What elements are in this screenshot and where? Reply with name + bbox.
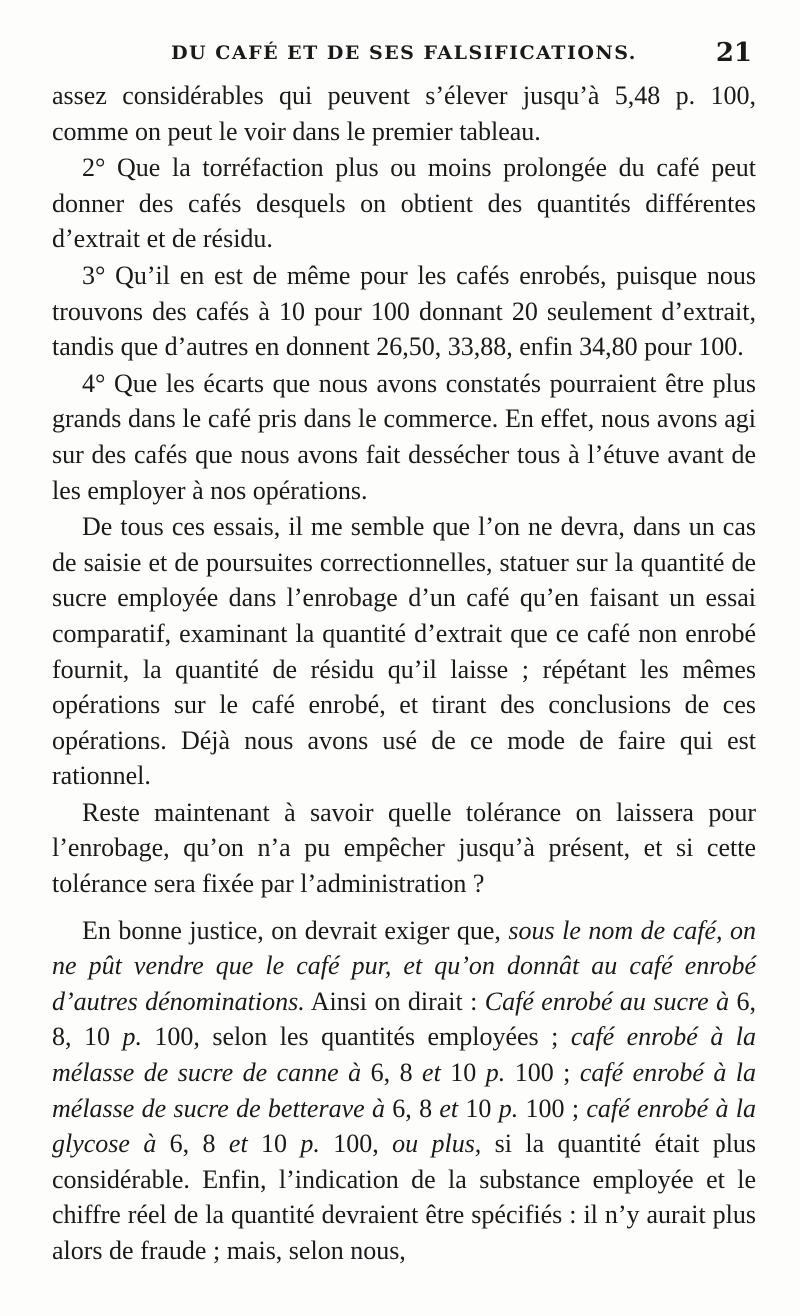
text-run: 100,: [319, 1129, 393, 1159]
text-run: 100 ;: [518, 1093, 587, 1123]
text-run: 100, selon les quantités employées ;: [141, 1022, 571, 1052]
text-run: 10: [458, 1093, 499, 1123]
text-run: 10: [247, 1129, 301, 1159]
text-run: De tous ces essais, il me semble que l’on ne devra, dans un cas de saisie et de poursuites correctionnelles, statuer sur la quantité de sucre employée dans l’enrobage d’un café qu’en faisant un essai comparatif, examinant la quantité d’extrait que ce café non enrobé fournit, la quantité de résidu qu’il laisse ; répétant les mêmes opérations sur le café enrobé, et tirant des conclusions de ces opérations. Déjà nous avons usé de ce mode de faire qui est rationnel.: [52, 512, 756, 791]
italic-text-run: Café enrobé au sucre à: [484, 986, 730, 1016]
paragraph-5: [52, 509, 756, 794]
paragraph-1: [52, 78, 756, 149]
italic-text-run: et: [228, 1129, 248, 1159]
text-run: 100 ;: [505, 1058, 580, 1088]
text-run: Ainsi on dirait :: [304, 986, 485, 1016]
italic-text-run: sous le nom de café, on ne pût vendre que le café pur, et qu’on donnât au café enrobé d’autres dénominations.: [52, 915, 756, 1016]
italic-text-run: et: [422, 1058, 441, 1088]
paragraph-2: [52, 150, 756, 257]
italic-text-run: café enrobé à la mélasse de sucre de betterave à: [52, 1058, 757, 1123]
paragraph-3: [52, 258, 756, 365]
text-run: 4° Que les écarts que nous avons constatés pourraient être plus grands dans le café pris dans le commerce. En effet, nous avons agi sur des cafés que nous avons fait dessécher tous à l’étuve avant de les employer à nos opérations.: [52, 368, 756, 505]
text-run: Reste maintenant à savoir quelle tolérance on laissera pour l’enrobage, qu’on n’a pu empêcher jusqu’à présent, et si cette tolérance sera fixée par l’administration ?: [52, 797, 756, 899]
text-run: 6, 8: [384, 1093, 440, 1123]
text-run: 2° Que la torréfaction plus ou moins prolongée du café peut donner des cafés desquels on obtient des quantités différentes d’extrait et de résidu.: [52, 153, 756, 254]
italic-text-run: p.: [498, 1093, 519, 1123]
running-header: [52, 34, 756, 78]
text-run: 6, 8: [156, 1129, 229, 1159]
text-run: En bonne justice, on devrait exiger que,: [82, 915, 509, 945]
italic-text-run: p.: [300, 1129, 320, 1159]
italic-text-run: café enrobé à la glycose à: [52, 1093, 756, 1159]
text-run: 6, 8: [361, 1058, 423, 1088]
text-run: assez considérables qui peuvent s’élever jusqu’à 5,48 p. 100, comme on peut le voir dans le premier tableau.: [52, 81, 756, 146]
italic-text-run: ou plus,: [392, 1129, 482, 1159]
italic-text-run: et: [439, 1093, 459, 1123]
running-title: DU CAFÉ ET DE SES FALSIFICATIONS.: [171, 42, 637, 64]
text-run: 3° Qu’il en est de même pour les cafés enrobés, puisque nous trouvons des cafés à 10 pour 100 donnant 20 seulement d’extrait, tandis que d’autres en donnent 26,50, 33,88, enfin 34,80 pour 100.: [52, 260, 756, 362]
text-run: 10: [440, 1058, 486, 1088]
paragraph-6: [52, 795, 756, 902]
text-run: si la quantité était plus considérable. Enfin, l’indication de la substance employée et le chiffre réel de la quantité devraient être spécifiés : il n’y aurait plus alors de fraude ; mais, selon nous,: [52, 1129, 757, 1265]
page-number: 21: [715, 38, 752, 68]
body-text: [52, 78, 756, 1269]
italic-text-run: p.: [485, 1058, 506, 1088]
italic-text-run: café enrobé à la mélasse de sucre de canne à: [52, 1022, 757, 1088]
paragraph-7: [52, 913, 756, 1269]
paragraph-4: [52, 366, 756, 508]
text-run: 6, 8, 10: [52, 986, 757, 1052]
italic-text-run: p.: [122, 1022, 142, 1052]
